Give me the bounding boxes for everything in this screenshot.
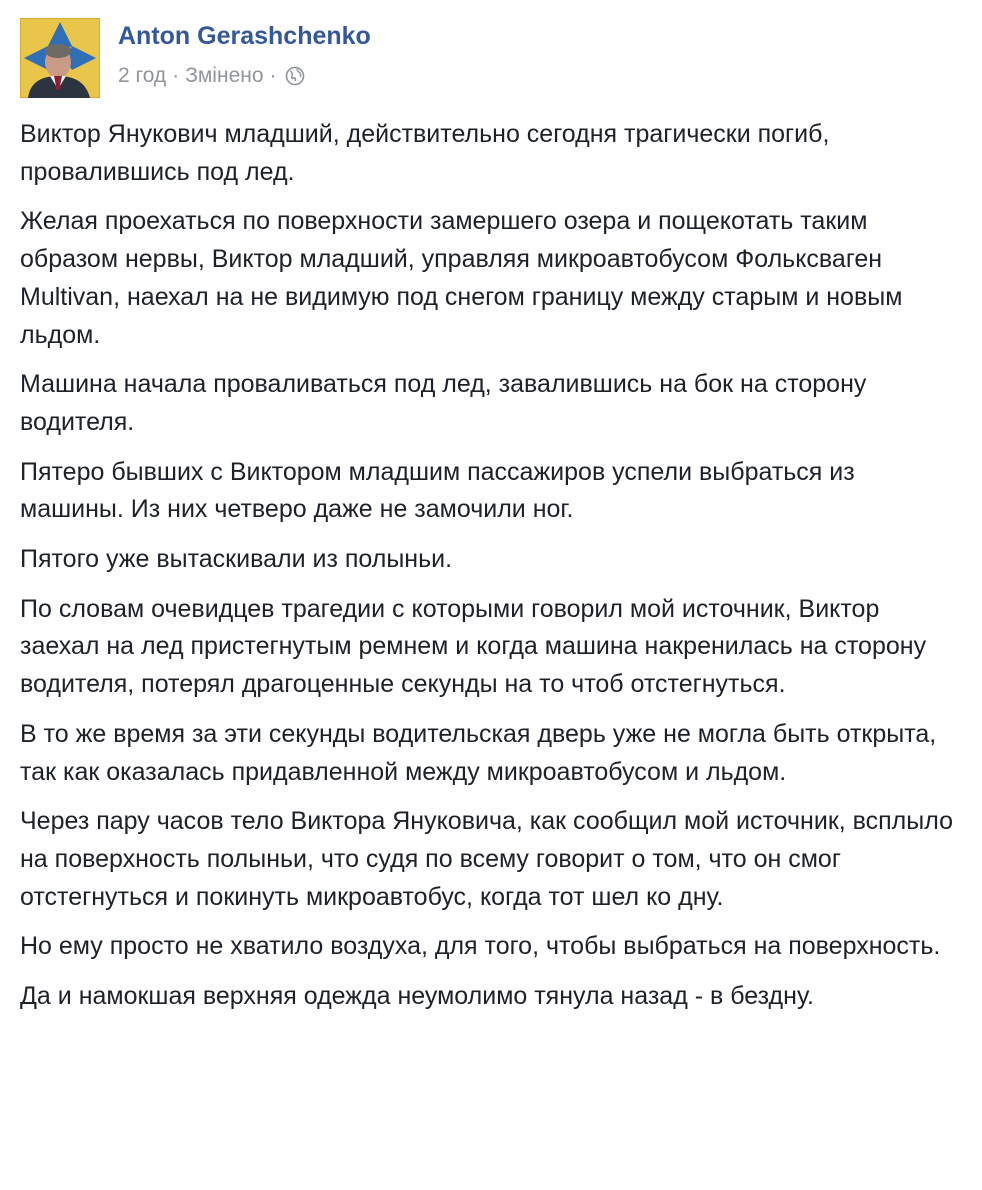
post-paragraph: Но ему просто не хватило воздуха, для того, чтобы выбраться на поверхность. <box>20 932 941 961</box>
post-paragraph: Пятеро бывших с Виктором младшим пассажиров успели выбраться из машины. Из них четверо даже не замочили ног. <box>20 457 855 524</box>
post-paragraph: По словам очевидцев трагедии с которыми говорил мой источник, Виктор заехал на лед пристегнутым ремнем и когда машина накренилась на сторону водителя, потерял драгоценные секунды на то чтоб отстегнуться. <box>20 594 927 699</box>
globe-icon[interactable] <box>285 66 305 86</box>
post-timestamp[interactable]: 2 год <box>118 64 167 87</box>
post-paragraph: Машина начала проваливаться под лед, завалившись на бок на сторону водителя. <box>20 370 867 436</box>
avatar[interactable] <box>20 18 100 98</box>
author-name-link[interactable]: Anton Gerashchenko <box>118 22 371 50</box>
post-paragraph: Через пару часов тело Виктора Януковича, как сообщил мой источник, всплыло на поверхность полыньи, что судя по всему говорит о том, что он смог отстегнуться и покинуть микроавтобус, когда тот шел ко дну. <box>20 807 954 911</box>
post-meta <box>118 64 305 88</box>
post-paragraph: В то же время за эти секунды водительская дверь уже не могла быть открыта, так как оказалась придавленной между микроавтобусом и льдом. <box>20 719 937 786</box>
post-paragraph: Да и намокшая верхняя одежда неумолимо тянула назад - в бездну. <box>20 982 814 1011</box>
meta-separator: · <box>172 64 180 87</box>
avatar-image <box>20 18 100 98</box>
post-paragraph: Виктор Янукович младший, действительно сегодня трагически погиб, провалившись под лед. <box>20 120 830 186</box>
post-header <box>20 18 960 100</box>
post-paragraph: Желая проехаться по поверхности замершего озера и пощекотать таким образом нервы, Виктор младший, управляя микроавтобусом Фольксваген Multivan, наехал на не видимую под снегом границу между старым и новым льдом. <box>20 207 903 349</box>
meta-separator: · <box>269 64 277 87</box>
edited-label[interactable]: Змінено <box>185 64 264 87</box>
post-paragraph: Пятого уже вытаскивали из полыньи. <box>20 545 453 574</box>
post-body <box>20 116 965 1028</box>
